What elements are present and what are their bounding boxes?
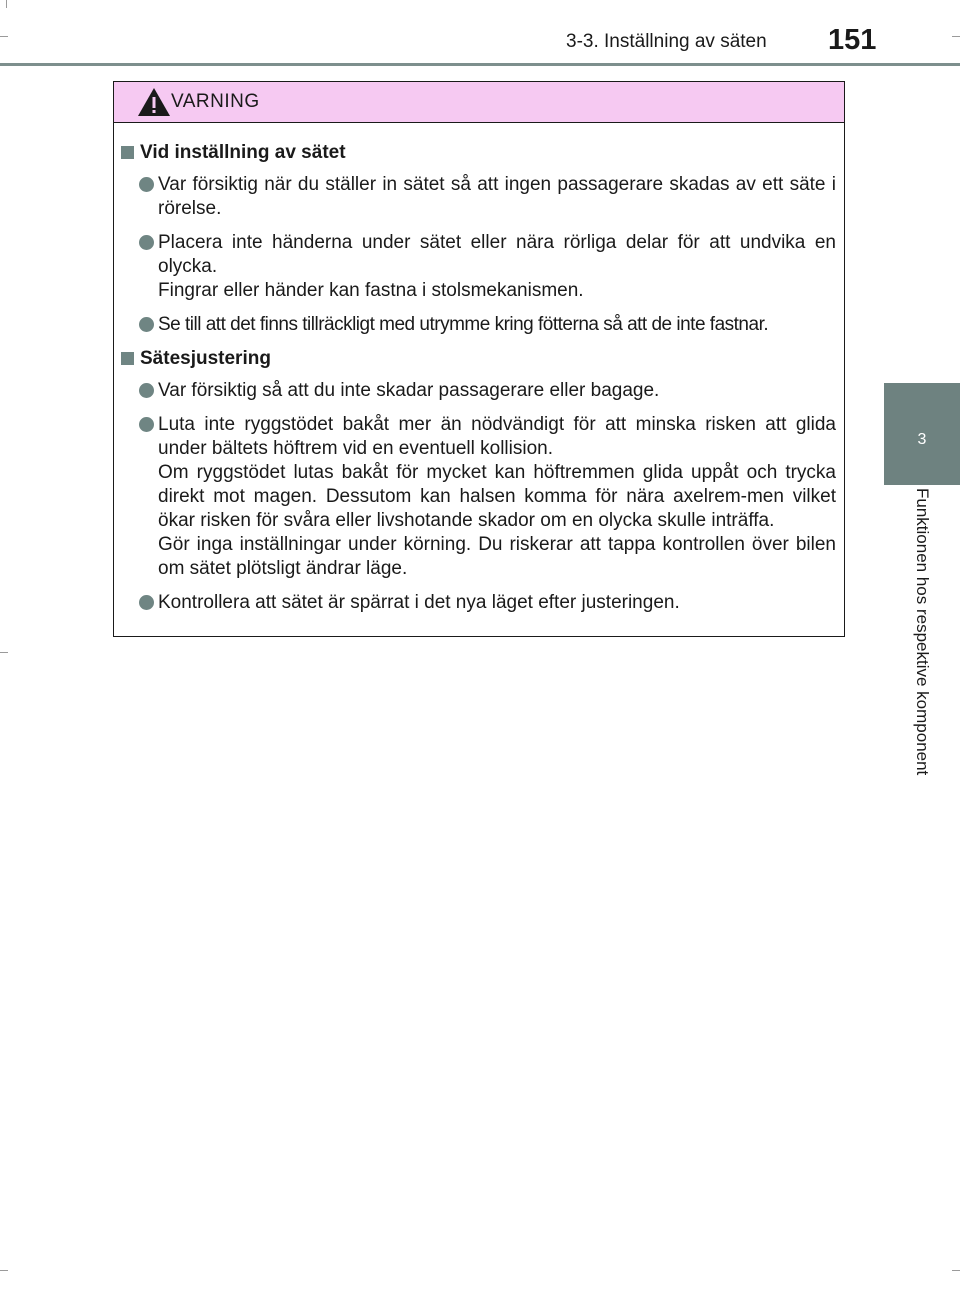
chapter-title-tab xyxy=(884,488,960,837)
warning-title: VARNING xyxy=(171,91,260,112)
list-item xyxy=(114,591,836,615)
square-bullet-icon xyxy=(121,146,134,159)
item-text: Om ryggstödet lutas bakåt för mycket kan höftremmen glida uppåt och trycka direkt mot magen. Dessutom kan halsen komma för nära axelrem-men vilket ökar risken för svåra eller livshotande skador om en olycka skulle inträffa. xyxy=(158,462,836,531)
round-bullet-icon xyxy=(139,177,154,192)
item-text: Var försiktig när du ställer in sätet så att ingen passagerare skadas av ett säte i rörelse. xyxy=(158,174,836,219)
page-number: 151 xyxy=(828,24,877,56)
item-text: Fingrar eller händer kan fastna i stolsmekanismen. xyxy=(158,280,584,301)
chapter-number-tab xyxy=(884,383,960,485)
list-item xyxy=(114,379,836,403)
crop-mark xyxy=(952,1270,960,1271)
list-item xyxy=(114,231,836,303)
warning-header xyxy=(114,82,844,123)
item-text: Gör inga inställningar under körning. Du riskerar att tappa kontrollen över bilen om sätet plötsligt ändrar läge. xyxy=(158,534,836,579)
item-text: Var försiktig så att du inte skadar passagerare eller bagage. xyxy=(158,380,660,401)
square-bullet-icon xyxy=(121,352,134,365)
crop-mark xyxy=(0,36,8,37)
section-heading: Sätesjustering xyxy=(114,347,836,371)
chapter-title: Funktionen hos respektive komponent xyxy=(913,488,932,776)
crop-mark xyxy=(952,36,960,37)
round-bullet-icon xyxy=(139,317,154,332)
warning-triangle-icon xyxy=(137,87,171,117)
round-bullet-icon xyxy=(139,383,154,398)
warning-body xyxy=(114,123,844,615)
chapter-number: 3 xyxy=(917,431,927,448)
list-item xyxy=(114,413,836,581)
list-item xyxy=(114,313,836,337)
list-item xyxy=(114,173,836,221)
crop-mark xyxy=(0,1270,8,1271)
section-heading: Vid inställning av sätet xyxy=(114,141,836,165)
warning-section xyxy=(114,347,836,615)
warning-section xyxy=(114,141,836,337)
item-text: Kontrollera att sätet är spärrat i det nya läget efter justeringen. xyxy=(158,592,680,613)
crop-mark xyxy=(6,0,7,8)
round-bullet-icon xyxy=(139,595,154,610)
item-text: Se till att det finns tillräckligt med utrymme kring fötterna så att de inte fastnar. xyxy=(158,314,769,335)
header-rule xyxy=(0,63,960,66)
warning-box xyxy=(113,81,845,637)
item-text: Luta inte ryggstödet bakåt mer än nödvändigt för att minska risken att glida under bältets höftrem vid en eventuell kollision. xyxy=(158,414,836,459)
section-title: 3-3. Inställning av säten xyxy=(566,31,767,52)
crop-mark xyxy=(0,652,8,653)
round-bullet-icon xyxy=(139,417,154,432)
item-text: Placera inte händerna under sätet eller nära rörliga delar för att undvika en olycka. xyxy=(158,232,836,277)
round-bullet-icon xyxy=(139,235,154,250)
